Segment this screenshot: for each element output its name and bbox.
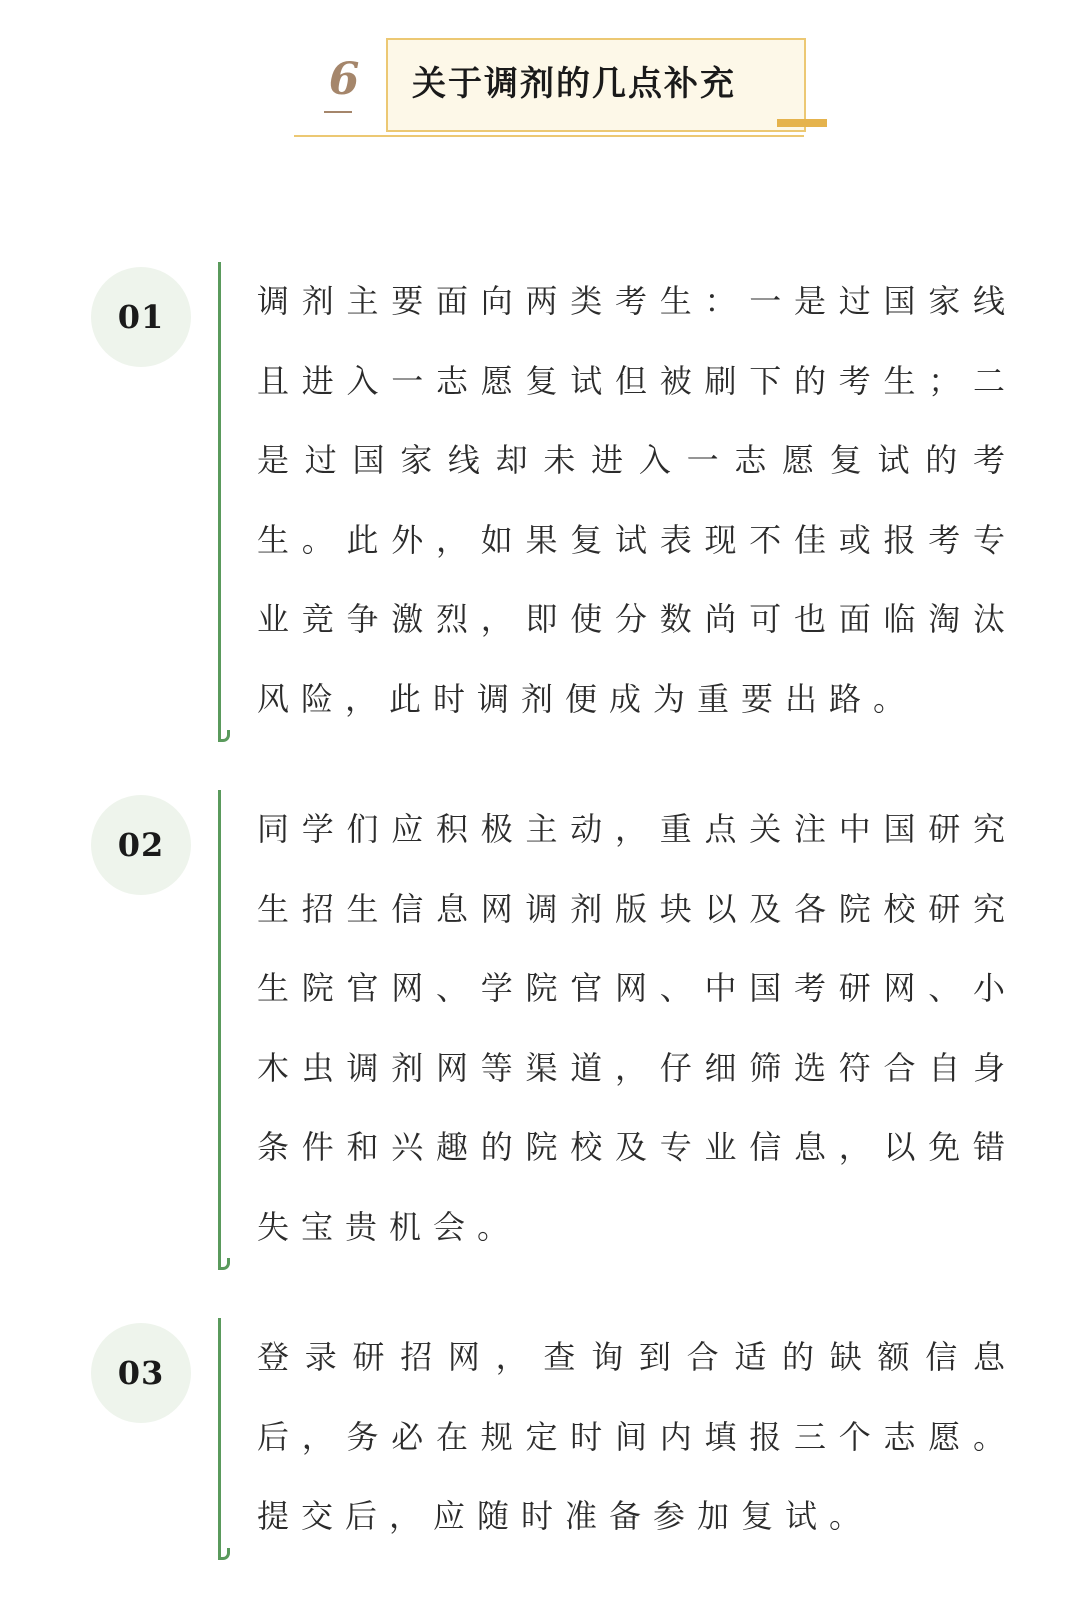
section-header — [0, 0, 1080, 160]
section-number-underline — [324, 111, 352, 113]
tip-item-03 — [0, 1318, 1080, 1568]
timeline-line — [218, 790, 221, 1268]
header-underline — [294, 135, 804, 137]
tip-number-badge: 02 — [91, 795, 191, 895]
tip-number-badge: 01 — [91, 267, 191, 367]
tip-paragraph: 登录研招网，查询到合适的缺额信息后，务必在规定时间内填报三个志愿。提交后，应随时准备参加复试。 — [257, 1338, 1017, 1535]
section-title: 关于调剂的几点补充 — [412, 64, 736, 104]
timeline-line — [218, 1318, 221, 1558]
tip-number-badge: 03 — [91, 1323, 191, 1423]
section-number: 6 — [328, 54, 360, 105]
tip-paragraph: 调剂主要面向两类考生：一是过国家线且进入一志愿复试但被刷下的考生；二是过国家线却未进入一志愿复试的考生。此外，如果复试表现不佳或报考专业竞争激烈，即使分数尚可也面临淘汰风险，此时调剂便成为重要出路。 — [257, 282, 1017, 718]
tip-item-02 — [0, 790, 1080, 1278]
timeline-hook — [218, 730, 230, 742]
timeline-hook — [218, 1548, 230, 1560]
timeline-line — [218, 262, 221, 740]
timeline-hook — [218, 1258, 230, 1270]
header-accent-bar — [777, 119, 827, 127]
tip-item-01 — [0, 262, 1080, 750]
tip-paragraph: 同学们应积极主动，重点关注中国研究生招生信息网调剂版块以及各院校研究生院官网、学院官网、中国考研网、小木虫调剂网等渠道，仔细筛选符合自身条件和兴趣的院校及专业信息，以免错失宝贵机会。 — [257, 810, 1017, 1246]
